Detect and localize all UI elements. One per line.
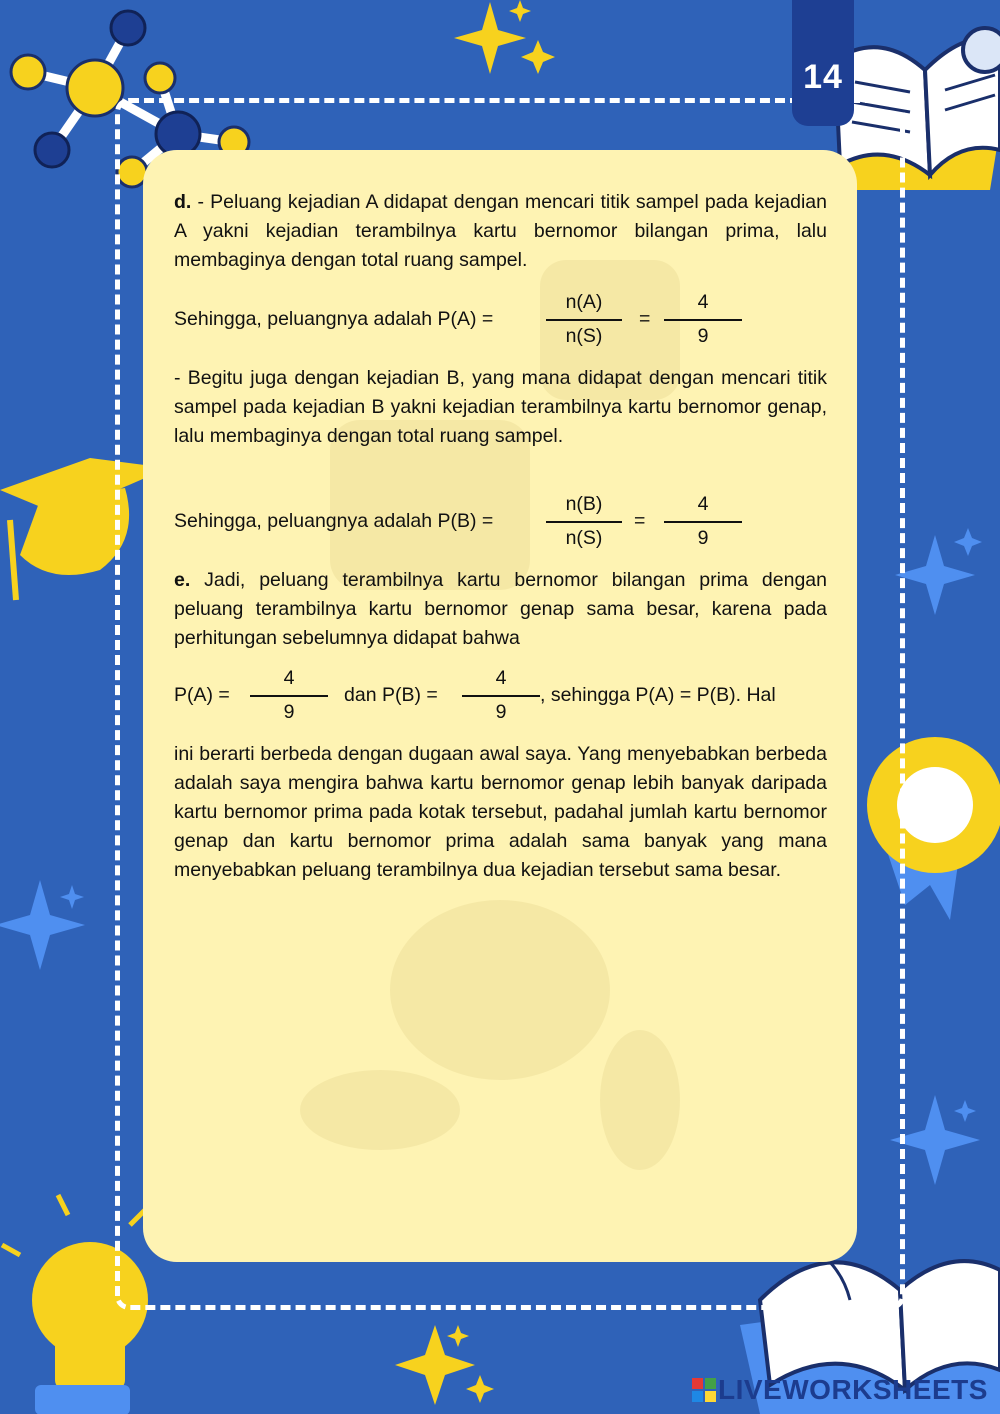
fraction-pb xyxy=(462,664,540,726)
section-d-label: d. xyxy=(174,191,192,213)
page-number: 14 xyxy=(803,58,843,96)
fraction-bar xyxy=(546,319,622,321)
fraction-numerator: 4 xyxy=(697,291,709,313)
conclusion-suffix: , sehingga P(A) = P(B). Hal xyxy=(540,684,776,706)
fraction-bar xyxy=(546,521,622,523)
section-e-paragraph xyxy=(174,566,827,653)
liveworksheets-logo-icon xyxy=(692,1378,716,1402)
fraction-bar xyxy=(664,319,742,321)
pa-label: P(A) = xyxy=(174,684,230,706)
fraction-denominator: n(S) xyxy=(565,325,603,347)
equation-pb-prefix: Sehingga, peluangnya adalah P(B) = xyxy=(174,510,494,532)
liveworksheets-brand[interactable]: LIVEWORKSHEETS xyxy=(718,1374,988,1405)
equals-sign: = xyxy=(634,510,646,532)
section-e-text: Jadi, peluang terambilnya kartu bernomor bilangan prima dengan peluang terambilnya kartu bernomor genap sama besar, karena pada perhitungan sebelumnya didapat bahwa xyxy=(174,569,827,649)
fraction-bar xyxy=(664,521,742,523)
fraction-pa xyxy=(250,664,328,726)
fraction-numerator: 4 xyxy=(283,667,295,689)
fraction-denominator: 9 xyxy=(283,701,295,723)
equals-sign: = xyxy=(639,308,651,330)
section-d-paragraph xyxy=(174,188,827,275)
fraction-bar xyxy=(250,695,328,697)
fraction-numerator: 4 xyxy=(495,667,507,689)
fraction-result xyxy=(664,288,742,350)
section-d-text: - Peluang kejadian A didapat dengan mencari titik sampel pada kejadian A yakni kejadian terambilnya kartu bernomor bilangan prima, lalu membaginya dengan total ruang sampel. xyxy=(174,191,828,271)
fraction-numerator: n(A) xyxy=(565,291,603,313)
section-d-paragraph-2: - Begitu juga dengan kejadian B, yang mana didapat dengan mencari titik sampel pada kejadian B yakni kejadian terambilnya kartu bernomor genap, lalu membaginya dengan total ruang sampel. xyxy=(174,367,827,447)
fraction-nb-over-ns xyxy=(546,490,622,552)
fraction-numerator: 4 xyxy=(697,493,709,515)
pb-label: dan P(B) = xyxy=(344,684,438,706)
fraction-bar xyxy=(462,695,540,697)
section-e-paragraph-2: ini berarti berbeda dengan dugaan awal saya. Yang menyebabkan berbeda adalah saya mengira bahwa kartu bernomor genap lebih banyak daripada kartu bernomor prima pada kotak tersebut, padahal jumlah kartu bernomor genap dan kartu bernomor prima adalah sama banyak yang mana menyebabkan peluang terambilnya dua kejadian tersebut sama besar. xyxy=(174,743,827,881)
coin-icon xyxy=(300,900,680,1170)
fraction-denominator: n(S) xyxy=(565,527,603,549)
fraction-numerator: n(B) xyxy=(565,493,603,515)
fraction-denominator: 9 xyxy=(697,325,709,347)
fraction-denominator: 9 xyxy=(697,527,709,549)
fraction-result xyxy=(664,490,742,552)
section-e-label: e. xyxy=(174,569,191,591)
fraction-na-over-ns xyxy=(546,288,622,350)
equation-pa-prefix: Sehingga, peluangnya adalah P(A) = xyxy=(174,308,494,330)
fraction-denominator: 9 xyxy=(495,701,507,723)
